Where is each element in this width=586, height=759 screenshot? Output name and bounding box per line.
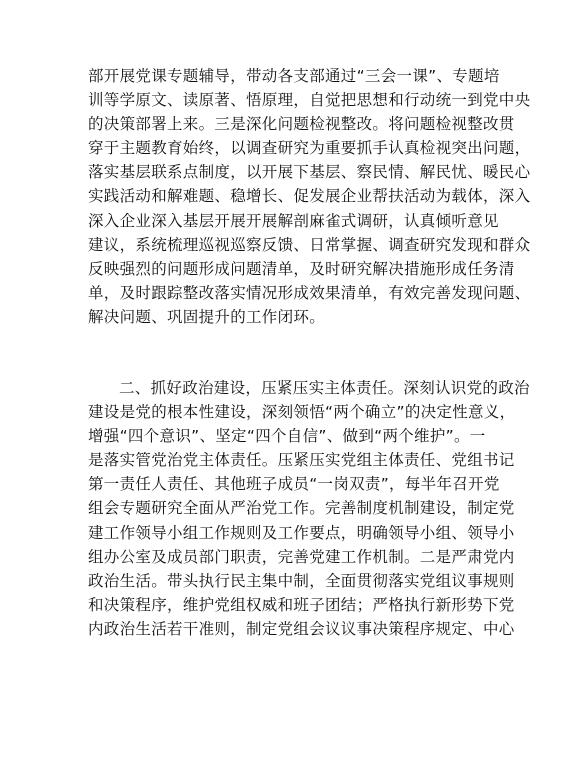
text-line: 第一责任人责任、其他班子成员“一岗双责”，每半年召开党	[88, 475, 500, 494]
text-line: 建工作领导小组工作规则及工作要点，明确领导小组、领导小	[88, 523, 515, 542]
text-line: 深入企业深入基层开展开展解剖麻雀式调研，认真倾听意见	[88, 211, 499, 230]
text-line: 单，及时跟踪整改落实情况形成效果清单，有效完善发现问题、	[88, 283, 531, 302]
text-line: 穿于主题教育始终，以调查研究为重要抓手认真检视突出问题，	[88, 139, 531, 158]
text-line: 建设是党的根本性建设，深刻领悟“两个确立”的决定性意义，	[88, 403, 516, 422]
text-line: 落实基层联系点制度，以开展下基层、察民情、解民忧、暖民心	[88, 163, 531, 182]
text-line: 增强“四个意识”、坚定“四个自信”、做到“两个维护”。一	[88, 427, 486, 446]
text-line: 建议，系统梳理巡视巡察反馈、日常掌握、调查研究发现和群众	[88, 235, 531, 254]
text-line: 政治生活。带头执行民主集中制，全面贯彻落实党组议事规则	[88, 571, 515, 590]
text-line: 和决策程序，维护党组权威和班子团结；严格执行新形势下党	[88, 595, 515, 614]
section-heading-line: 二、抓好政治建设，压紧压实主体责任。深刻认识党的政治	[119, 379, 530, 397]
text-line: 解决问题、巩固提升的工作闭环。	[88, 307, 326, 326]
text-line: 实践活动和解难题、稳增长、促发展企业帮扶活动为载体，深入	[88, 187, 531, 206]
text-line: 内政治生活若干准则，制定党组会议议事决策程序规定、中心	[88, 619, 515, 638]
text-line: 的决策部署上来。三是深化问题检视整改。将问题检视整改贯	[88, 115, 515, 134]
paragraph-1	[88, 64, 531, 329]
text-line: 组办公室及成员部门职责，完善党建工作机制。二是严肃党内	[88, 547, 515, 566]
text-line: 部开展党课专题辅导，带动各支部通过“三会一课”、专题培	[88, 67, 500, 85]
text-line: 是落实管党治党主体责任。压紧压实党组主体责任、党组书记	[88, 451, 515, 470]
text-line: 反映强烈的问题形成问题清单，及时研究解决措施形成任务清	[88, 259, 515, 278]
paragraph-2	[88, 376, 530, 641]
text-line: 训等学原文、读原著、悟原理，自觉把思想和行动统一到党中央	[88, 91, 531, 110]
text-line: 组会专题研究全面从严治党工作。完善制度机制建设，制定党	[88, 499, 515, 518]
